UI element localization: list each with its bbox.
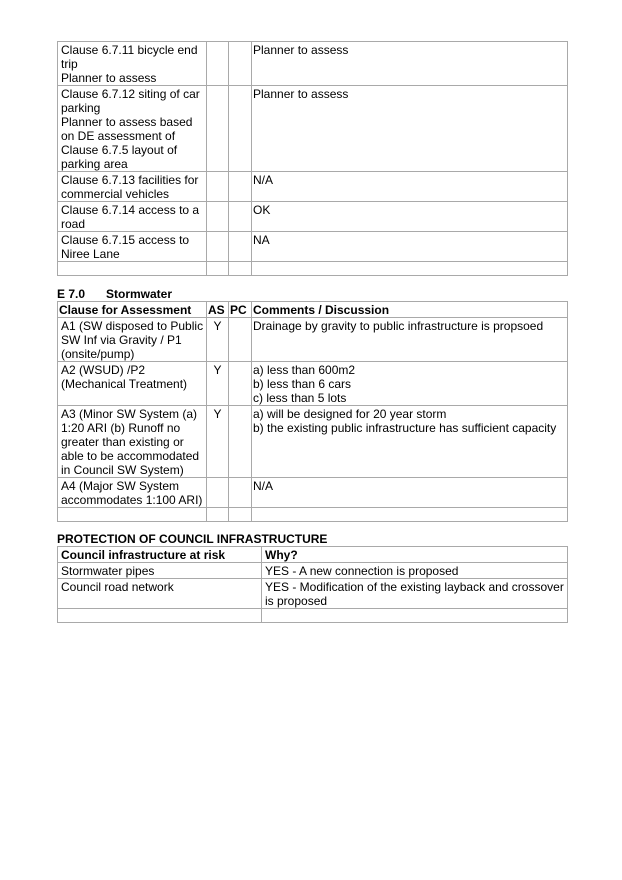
table-row — [58, 508, 568, 522]
why-cell: YES - A new connection is proposed — [262, 563, 568, 579]
comment-cell: Drainage by gravity to public infrastructure is propsoed — [252, 318, 568, 362]
pc-cell — [229, 86, 252, 172]
council-infrastructure-table — [57, 546, 568, 623]
comment-cell: a) will be designed for 20 year storm b) the existing public infrastructure has sufficient capacity — [252, 406, 568, 478]
section-number: E 7.0 — [57, 287, 86, 301]
as-cell — [207, 262, 229, 276]
comments-header: Comments / Discussion — [252, 302, 568, 318]
clause-cell: A2 (WSUD) /P2 (Mechanical Treatment) — [58, 362, 207, 406]
infrastructure-cell: Council road network — [58, 579, 262, 609]
comment-cell: Planner to assess — [252, 86, 568, 172]
table-row — [58, 478, 568, 508]
parking-assessment-table — [57, 41, 568, 276]
clause-cell: Clause 6.7.11 bicycle end trip Planner to assess — [58, 42, 207, 86]
council-infrastructure-heading: PROTECTION OF COUNCIL INFRASTRUCTURE — [57, 532, 328, 546]
section-heading — [57, 287, 172, 301]
table-row — [58, 172, 568, 202]
as-cell: Y — [207, 318, 229, 362]
clause-cell — [58, 508, 207, 522]
infrastructure-cell: Stormwater pipes — [58, 563, 262, 579]
as-cell — [207, 232, 229, 262]
table-row — [58, 86, 568, 172]
as-cell — [207, 172, 229, 202]
pc-cell — [229, 172, 252, 202]
pc-cell — [229, 478, 252, 508]
comment-cell: a) less than 600m2 b) less than 6 cars c) less than 5 lots — [252, 362, 568, 406]
table-row — [58, 563, 568, 579]
table-header-row — [58, 547, 568, 563]
pc-cell — [229, 42, 252, 86]
as-cell — [207, 86, 229, 172]
as-cell: Y — [207, 406, 229, 478]
comment-cell — [252, 262, 568, 276]
as-cell — [207, 508, 229, 522]
table-header-row — [58, 302, 568, 318]
comment-cell: Planner to assess — [252, 42, 568, 86]
clause-header: Clause for Assessment — [58, 302, 207, 318]
why-cell: YES - Modification of the existing layback and crossover is proposed — [262, 579, 568, 609]
pc-cell — [229, 232, 252, 262]
as-cell: Y — [207, 362, 229, 406]
as-cell — [207, 202, 229, 232]
pc-cell — [229, 318, 252, 362]
clause-cell: A3 (Minor SW System (a) 1:20 ARI (b) Runoff no greater than existing or able to be accommodated in Council SW System) — [58, 406, 207, 478]
comment-cell: OK — [252, 202, 568, 232]
table-row — [58, 362, 568, 406]
clause-cell: Clause 6.7.15 access to Niree Lane — [58, 232, 207, 262]
clause-cell: A1 (SW disposed to Public SW Inf via Gravity / P1 (onsite/pump) — [58, 318, 207, 362]
as-cell — [207, 478, 229, 508]
pc-cell — [229, 202, 252, 232]
pc-cell — [229, 406, 252, 478]
clause-cell: A4 (Major SW System accommodates 1:100 ARI) — [58, 478, 207, 508]
table-row — [58, 318, 568, 362]
table-row — [58, 262, 568, 276]
table-row — [58, 609, 568, 623]
clause-cell — [58, 262, 207, 276]
section-title: Stormwater — [106, 287, 173, 301]
infrastructure-header: Council infrastructure at risk — [58, 547, 262, 563]
as-header: AS — [207, 302, 229, 318]
clause-cell: Clause 6.7.13 facilities for commercial vehicles — [58, 172, 207, 202]
table-row — [58, 202, 568, 232]
table-row — [58, 406, 568, 478]
clause-cell: Clause 6.7.12 siting of car parking Planner to assess based on DE assessment of Clause 6.7.5 layout of parking area — [58, 86, 207, 172]
comment-cell: NA — [252, 232, 568, 262]
table-row — [58, 232, 568, 262]
stormwater-table — [57, 301, 568, 522]
table-row — [58, 42, 568, 86]
clause-cell: Clause 6.7.14 access to a road — [58, 202, 207, 232]
why-cell — [262, 609, 568, 623]
pc-cell — [229, 262, 252, 276]
as-cell — [207, 42, 229, 86]
comment-cell: N/A — [252, 478, 568, 508]
table-row — [58, 579, 568, 609]
pc-cell — [229, 508, 252, 522]
infrastructure-cell — [58, 609, 262, 623]
comment-cell: N/A — [252, 172, 568, 202]
pc-header: PC — [229, 302, 252, 318]
why-header: Why? — [262, 547, 568, 563]
pc-cell — [229, 362, 252, 406]
comment-cell — [252, 508, 568, 522]
